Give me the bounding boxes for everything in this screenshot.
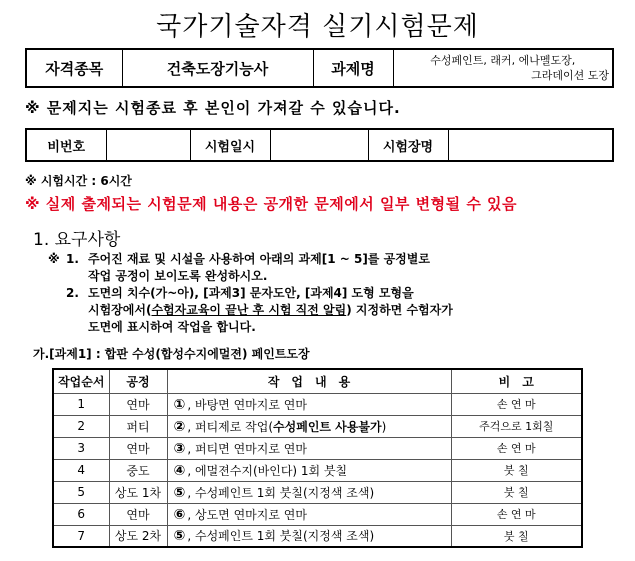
content-text: , 에멀젼수지(바인다) 1회 붓칠 [187,463,348,478]
exam-time: ※ 시험시간 : 6시간 [25,174,132,188]
content-cell [167,415,451,437]
table-row [53,437,582,459]
order-cell: 6 [53,503,109,525]
content-text: , 수성페인트 1회 붓칠(지정색 조색) [187,485,375,500]
process-cell: 퍼티 [109,415,167,437]
item-text: 작업 공정이 보이도록 완성하시오. [88,269,268,283]
requirement-item-2 [48,285,453,302]
note-cell: 주걱으로 1회칠 [451,415,582,437]
item-number: 1. [66,252,79,266]
content-cell [167,481,451,503]
content-cell [167,525,451,547]
process-cell: 연마 [109,393,167,415]
work-process-table [52,368,583,548]
table-row [53,393,582,415]
step-number: ③ [173,440,186,457]
requirement-item-1-cont [48,268,453,285]
content-text: , 상도면 연마지로 연마 [187,507,307,522]
note-cell: 붓 칠 [451,459,582,481]
page-title: 국가기술자격 실기시험문제 [156,12,479,42]
warning-text: ※ 실제 출제되는 시험문제 내용은 공개한 문제에서 일부 변형될 수 있음 [25,195,518,213]
table-row [53,459,582,481]
task-name-label: 과제명 [313,49,393,87]
note-cell: 손 연 마 [451,503,582,525]
item-text: ) 지정하면 수험자가 [346,303,453,317]
step-number: ⑤ [173,528,186,545]
candidate-info-table [25,128,614,162]
step-number: ⑤ [173,484,186,501]
subject-value: 건축도장기능사 [122,49,313,87]
process-cell: 상도 1차 [109,481,167,503]
order-cell: 3 [53,437,109,459]
step-number: ⑥ [173,506,186,523]
number-value [106,129,190,161]
content-text: , 바탕면 연마지로 연마 [187,397,307,412]
note-cell: 붓 칠 [451,481,582,503]
note-mark: ※ [48,252,60,266]
task-name-line1: 수성페인트, 래커, 에나멜도장, [430,54,576,67]
content-text: , 퍼티면 연마지로 연마 [187,441,307,456]
requirement-item-1 [48,251,453,268]
requirement-item-2-cont2 [48,319,453,336]
step-number: ② [173,418,186,435]
process-cell: 상도 2차 [109,525,167,547]
column-header: 작업순서 [53,369,109,393]
order-cell: 5 [53,481,109,503]
step-number: ① [173,396,186,413]
requirements-heading: 1. 요구사항 [33,230,121,250]
note-cell: 붓 칠 [451,525,582,547]
task-name-value [393,49,613,87]
note-cell: 손 연 마 [451,393,582,415]
column-header: 작 업 내 용 [167,369,451,393]
process-cell: 연마 [109,503,167,525]
table-header-row [53,369,582,393]
content-cell [167,459,451,481]
table-row [53,525,582,547]
number-label: 비번호 [26,129,106,161]
requirement-item-2-cont [48,302,453,319]
item-text: 도면의 치수(가~아), [과제3] 문자도안, [과제4] 도형 모형을 [88,286,414,300]
item-number: 2. [66,286,79,300]
subject-label: 자격종목 [26,49,122,87]
order-cell: 7 [53,525,109,547]
table-row [53,415,582,437]
table-row [53,481,582,503]
table-row [53,503,582,525]
order-cell: 2 [53,415,109,437]
column-header: 공정 [109,369,167,393]
place-value [448,129,613,161]
date-value [270,129,368,161]
order-cell: 4 [53,459,109,481]
item-text: 주어진 재료 및 시설을 사용하여 아래의 과제[1 ~ 5]를 공정별로 [88,252,430,266]
step-number: ④ [173,462,186,479]
content-text: , 수성페인트 1회 붓칠(지정색 조색) [187,529,375,544]
notice-text: ※ 문제지는 시험종료 후 본인이 가져갈 수 있습니다. [25,99,401,117]
content-cell [167,437,451,459]
item-text-underlined: 수험자교육이 끝난 후 시험 직전 알림 [151,303,347,317]
process-cell: 연마 [109,437,167,459]
task-title: 가.[과제1] : 합판 수성(합성수지에멀젼) 페인트도장 [33,347,310,361]
exam-info-table [25,48,614,88]
process-cell: 중도 [109,459,167,481]
requirements-list [48,251,453,336]
column-header: 비 고 [451,369,582,393]
note-cell: 손 연 마 [451,437,582,459]
item-text: 시험장에서( [88,303,152,317]
place-label: 시험장명 [368,129,448,161]
item-text: 도면에 표시하여 작업을 합니다. [88,320,256,334]
task-name-line2: 그라데이션 도장 [531,69,609,82]
content-tail: ) [381,419,387,434]
content-cell [167,393,451,415]
content-emphasis: 수성페인트 사용불가 [273,419,382,434]
date-label: 시험일시 [190,129,270,161]
content-cell [167,503,451,525]
content-text: , 퍼티제로 작업( [187,419,274,434]
order-cell: 1 [53,393,109,415]
